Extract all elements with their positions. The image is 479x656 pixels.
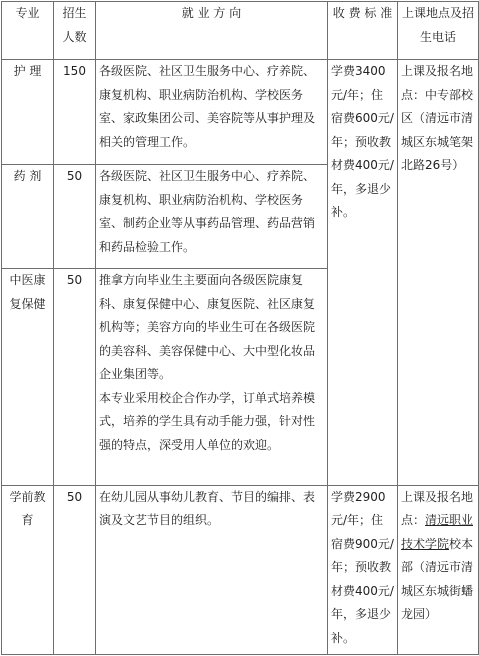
major-cell: 学前教育	[2, 485, 54, 654]
direction-cell: 各级医院、社区卫生服务中心、疗养院、康复机构、职业病防治机构、学校医务室、家政集团公司、美容院等从事护理及相关的管理工作。	[96, 60, 328, 165]
header-direction: 就 业 方 向	[96, 2, 328, 60]
quota-cell: 150	[54, 60, 96, 165]
header-row	[2, 2, 479, 60]
major-cell: 中医康复保健	[2, 269, 54, 485]
header-quota: 招生人数	[54, 2, 96, 60]
header-major: 专业	[2, 2, 54, 60]
direction-cell: 各级医院、社区卫生服务中心、疗养院、康复机构、职业病防治机构、学校医务室、制药企业等从事药品管理、药品营销和药品检验工作。	[96, 165, 328, 269]
table-row	[2, 485, 479, 654]
school-link[interactable]: 清远职业技术学院	[401, 513, 474, 551]
header-fee: 收 费 标 准	[328, 2, 398, 60]
direction-paragraph: 推拿方向毕业生主要面向各级医院康复科、康复保健中心、康复医院、社区康复机构等；美容方向的毕业生可在各级医院的美容科、美容保健中心、大中型化妆品企业集团等。	[99, 273, 316, 382]
location-prefix: 上课及报名地点：	[401, 489, 474, 528]
location-cell	[398, 485, 479, 654]
location-cell: 上课及报名地点：中专部校区（清远市清城区东城笔架北路26号）	[398, 60, 479, 486]
table-row	[2, 60, 479, 165]
quota-cell: 50	[54, 165, 96, 269]
direction-cell: 在幼儿园从事幼儿教育、节目的编排、表演及文艺节目的组织。	[96, 485, 328, 654]
fee-cell: 学费3400元/年；住宿费600元/年；预收教材费400元/年，多退少补。	[328, 60, 398, 486]
major-cell: 药 剂	[2, 165, 54, 269]
quota-cell: 50	[54, 485, 96, 654]
fee-cell: 学费2900元/年；住宿费900元/年；预收教材费400元/年，多退少补。	[328, 485, 398, 654]
enrollment-table	[1, 1, 479, 655]
quota-cell: 50	[54, 269, 96, 485]
major-cell: 护 理	[2, 60, 54, 165]
direction-cell	[96, 269, 328, 485]
direction-paragraph: 本专业采用校企合作办学，订单式培养模式，培养的学生具有动手能力强，针对性强的特点，深受用人单位的欢迎。	[99, 390, 316, 452]
header-location: 上课地点及招生电话	[398, 2, 479, 60]
location-suffix: 校本部（清远市清城区东城街蟠龙园）	[401, 536, 474, 622]
